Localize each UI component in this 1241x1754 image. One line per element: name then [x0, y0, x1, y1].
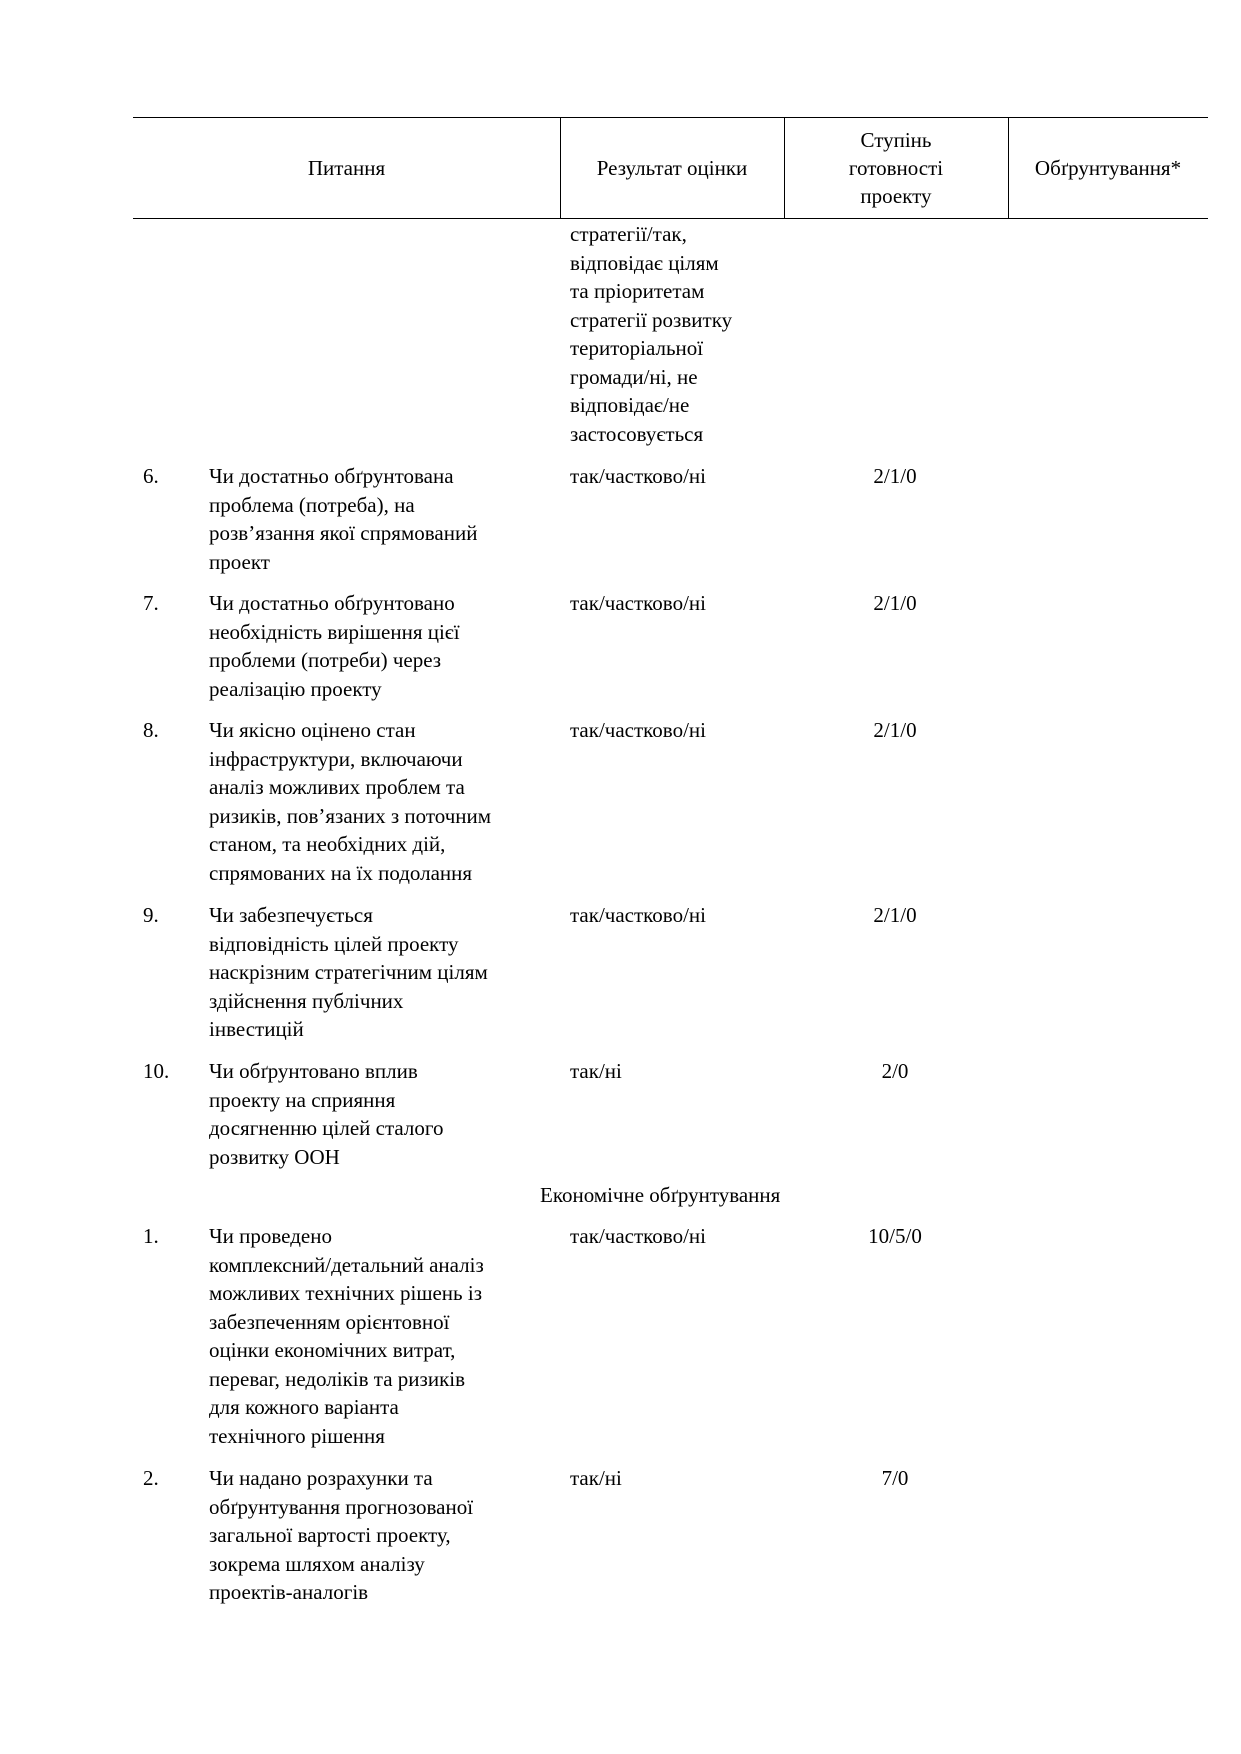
- row-question: Чи забезпечується відповідність цілей проекту наскрізним стратегічним цілям здійснення публічних інвестицій: [209, 903, 488, 1041]
- row-result: так/частково/ні: [570, 591, 706, 615]
- row-question: Чи обґрунтовано вплив проекту на сприяння досягненню цілей сталого розвитку ООН: [209, 1059, 444, 1169]
- section-title: Економічне обґрунтування: [540, 1183, 781, 1207]
- row-result: так/частково/ні: [570, 903, 706, 927]
- row-score: 2/1/0: [873, 464, 917, 488]
- header-degree: Ступінь готовності проекту: [848, 128, 944, 208]
- row-number: 6.: [143, 464, 159, 488]
- row-result: так/частково/ні: [570, 464, 706, 488]
- row-number: 2.: [143, 1466, 159, 1490]
- row-question: Чи якісно оцінено стан інфраструктури, включаючи аналіз можливих проблем та ризиків, пов’язаних з поточним станом, та необхідних дій, спрямованих на їх подолання: [209, 718, 492, 885]
- row-question: Чи достатньо обґрунтовано необхідність вирішення цієї проблеми (потреби) через реалізацію проекту: [209, 591, 460, 701]
- row-result: так/частково/ні: [570, 1224, 706, 1248]
- row-score: 2/0: [881, 1059, 909, 1083]
- row-number: 8.: [143, 718, 159, 742]
- row-question: Чи проведено комплексний/детальний аналіз можливих технічних рішень із забезпеченням орієнтовної оцінки економічних витрат, переваг, недоліків та ризиків для кожного варіанта технічного рішення: [209, 1224, 484, 1448]
- row-question: Чи надано розрахунки та обґрунтування прогнозованої загальної вартості проекту, зокрема шляхом аналізу проектів-аналогів: [209, 1466, 474, 1604]
- row-score: 7/0: [881, 1466, 909, 1490]
- row-number: 9.: [143, 903, 159, 927]
- row-number: 7.: [143, 591, 159, 615]
- header-question: Питання: [307, 156, 386, 180]
- row-number: 10.: [143, 1059, 170, 1083]
- row-score: 2/1/0: [873, 718, 917, 742]
- row-result: так/ні: [570, 1059, 622, 1083]
- row-score: 2/1/0: [873, 591, 917, 615]
- row-result: так/частково/ні: [570, 718, 706, 742]
- row-question: Чи достатньо обґрунтована проблема (потреба), на розв’язання якої спрямований проект: [209, 464, 478, 574]
- row-result: так/ні: [570, 1466, 622, 1490]
- row-score: 2/1/0: [873, 903, 917, 927]
- row-score: 10/5/0: [868, 1224, 922, 1248]
- header-result: Результат оцінки: [596, 156, 748, 180]
- header-justification: Обґрунтування*: [1034, 156, 1182, 180]
- row-number: 1.: [143, 1224, 159, 1248]
- continuation-result: стратегії/так, відповідає цілям та пріоритетам стратегії розвитку територіальної громади/ні, не відповідає/не застосовується: [570, 222, 733, 446]
- table-header: [133, 117, 1208, 219]
